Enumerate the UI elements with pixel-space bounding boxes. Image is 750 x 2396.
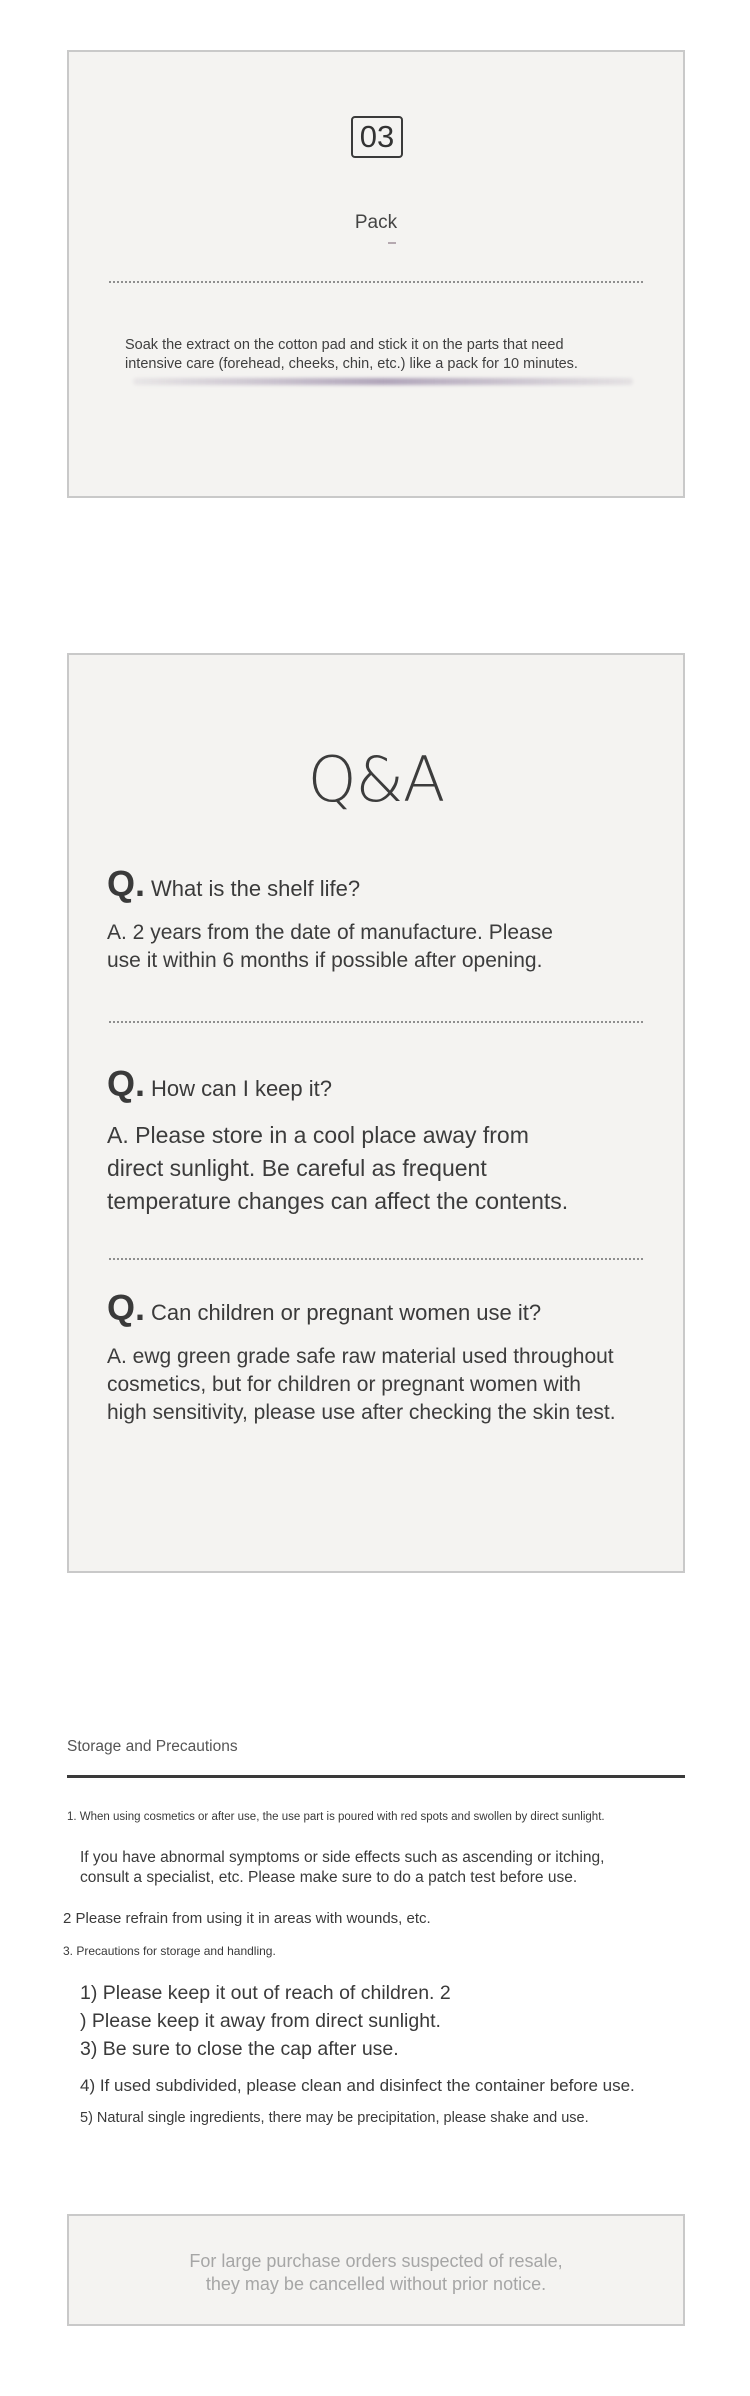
q-mark: Q. [107,1063,146,1104]
precaution-line: 5) Natural single ingredients, there may be precipitation, please shake and use. [80,2110,589,2126]
notice-line: they may be cancelled without prior notice. [205,2274,547,2294]
answer-text [107,919,647,975]
precaution-line: 3) Be sure to close the cap after use. [80,2038,399,2060]
answer-text [107,1119,647,1218]
precaution-line: 1) Please keep it out of reach of children. 2 [80,1982,451,2004]
answer-line: use it within 6 months if possible after opening. [107,949,543,972]
precaution-line: 4) If used subdivided, please clean and disinfect the container before use. [80,2076,635,2095]
step-description [125,336,635,374]
answer-line: high sensitivity, please use after checking the skin test. [107,1401,616,1424]
answer-line: temperature changes can affect the contents. [107,1188,569,1214]
precaution-line: ) Please keep it away from direct sunlight. [80,2010,441,2032]
step-description-line: Soak the extract on the cotton pad and stick it on the parts that need [125,337,564,353]
dotted-divider [109,281,643,283]
step-number-badge: 03 [351,116,403,158]
step-card [67,50,685,498]
question-text: How can I keep it? [151,1076,332,1101]
qa-card [67,653,685,1573]
dotted-divider [109,1258,643,1260]
question-text: Can children or pregnant women use it? [151,1300,542,1325]
precaution-line: 2 Please refrain from using it in areas with wounds, etc. [63,1910,431,1927]
qa-heading: Q&A [307,743,445,816]
qa-item [107,1287,647,1427]
precaution-line: 1. When using cosmetics or after use, the use part is poured with red spots and swollen by direct sunlight. [67,1811,605,1823]
qa-item [107,1063,647,1218]
question-text: What is the shelf life? [151,876,361,901]
resale-notice [69,2250,683,2296]
precaution-line: 3. Precautions for storage and handling. [63,1944,276,1958]
q-mark: Q. [107,1287,146,1328]
answer-line: direct sunlight. Be careful as frequent [107,1155,487,1181]
notice-line: For large purchase orders suspected of resale, [189,2251,563,2271]
question-row [107,863,647,905]
step-description-line: intensive care (forehead, cheeks, chin, etc.) like a pack for 10 minutes. [125,356,578,372]
answer-line: cosmetics, but for children or pregnant women with [107,1373,581,1396]
section-rule [67,1775,685,1778]
question-row [107,1287,647,1329]
question-row [107,1063,647,1105]
storage-title: Storage and Precautions [67,1738,238,1755]
answer-line: A. ewg green grade safe raw material used throughout [107,1345,614,1368]
answer-line: A. 2 years from the date of manufacture. Please [107,921,553,944]
answer-line: A. Please store in a cool place away from [107,1122,529,1148]
step-title: Pack [354,212,398,233]
precaution-line: consult a specialist, etc. Please make sure to do a patch test before use. [80,1869,578,1886]
q-mark: Q. [107,863,146,904]
precaution-line: If you have abnormal symptoms or side effects such as ascending or itching, [80,1849,605,1866]
qa-item [107,863,647,975]
highlight-stroke [133,378,633,385]
title-accent-mark [388,242,396,244]
answer-text [107,1343,647,1427]
resale-notice-box [67,2214,685,2326]
dotted-divider [109,1021,643,1023]
